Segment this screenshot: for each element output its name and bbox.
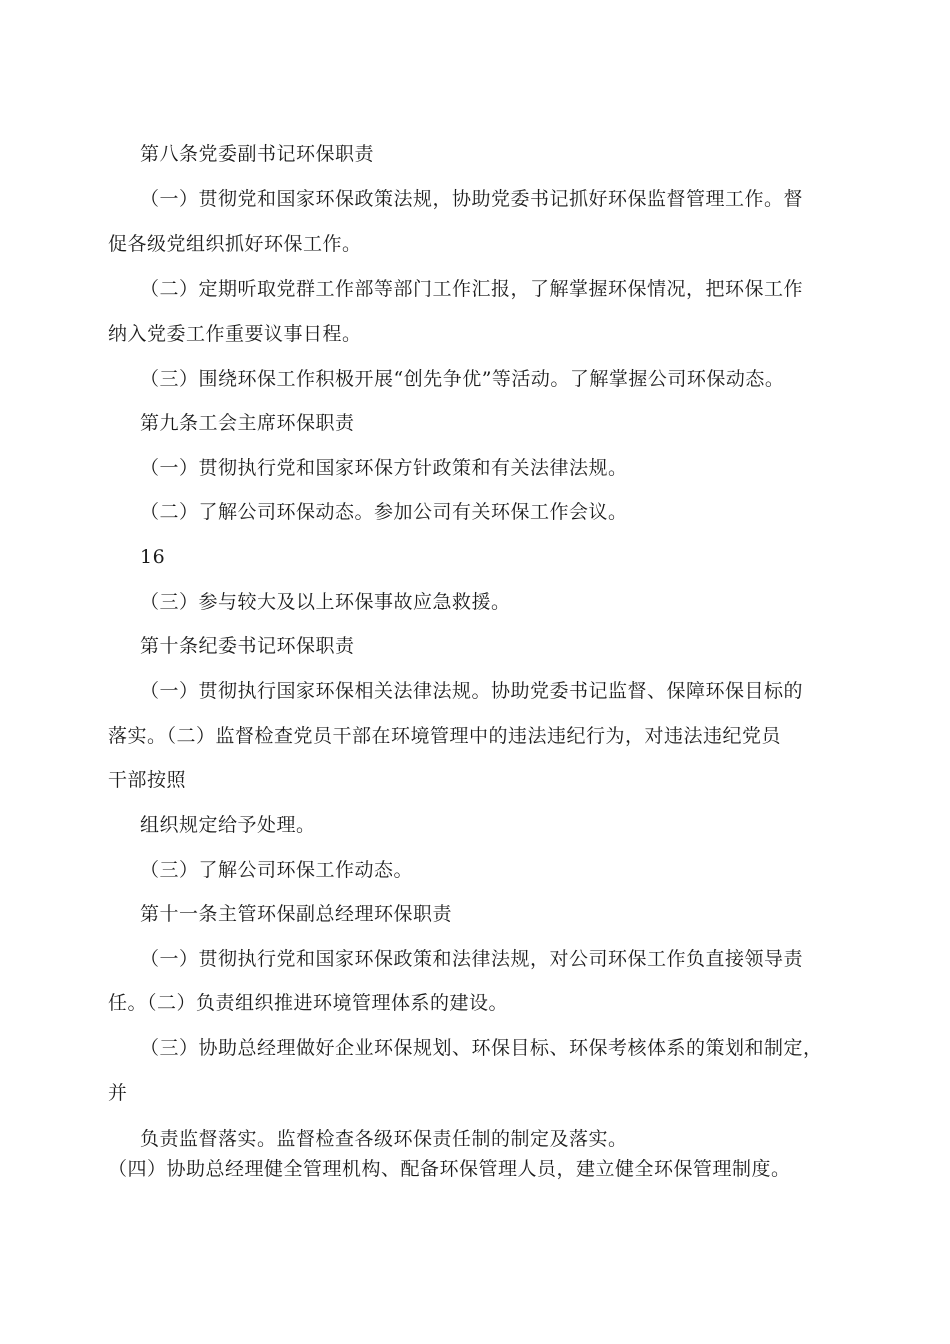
paragraph-line: （三）了解公司环保工作动态。: [140, 859, 414, 881]
paragraph-line: （三）参与较大及以上环保事故应急救援。: [140, 591, 511, 613]
paragraph-line: （一）贯彻执行党和国家环保政策和法律法规，对公司环保工作负直接领导责: [140, 948, 804, 970]
article-11-heading: 第十一条主管环保副总经理环保职责: [140, 903, 453, 925]
paragraph-line: （一）贯彻党和国家环保政策法规，协助党委书记抓好环保监督管理工作。督: [140, 188, 804, 210]
paragraph-line: （一）贯彻执行国家环保相关法律法规。协助党委书记监督、保障环保目标的: [140, 680, 804, 702]
article-9-heading: 第九条工会主席环保职责: [140, 412, 355, 434]
paragraph-line: （二）了解公司环保动态。参加公司有关环保工作会议。: [140, 501, 628, 523]
paragraph-line: 负责监督落实。监督检查各级环保责任制的制定及落实。: [140, 1128, 628, 1150]
page-number: 16: [140, 546, 166, 568]
paragraph-line: 纳入党委工作重要议事日程。: [108, 323, 362, 345]
paragraph-line: （三）协助总经理做好企业环保规划、环保目标、环保考核体系的策划和制定，: [140, 1037, 823, 1059]
paragraph-line: 干部按照: [108, 769, 187, 791]
article-8-heading: 第八条党委副书记环保职责: [140, 143, 375, 165]
paragraph-line: 并: [108, 1082, 128, 1104]
paragraph-line: 任。（二）负责组织推进环境管理体系的建设。: [108, 992, 509, 1014]
paragraph-line: （二）定期听取党群工作部等部门工作汇报，了解掌握环保情况，把环保工作: [140, 278, 804, 300]
paragraph-line: 促各级党组织抓好环保工作。: [108, 233, 362, 255]
paragraph-line: 落实。（二）监督检查党员干部在环境管理中的违法违纪行为，对违法违纪党员: [108, 725, 782, 747]
article-10-heading: 第十条纪委书记环保职责: [140, 635, 355, 657]
paragraph-line: （四）协助总经理健全管理机构、配备环保管理人员，建立健全环保管理制度。: [108, 1158, 791, 1180]
paragraph-line: （三）围绕环保工作积极开展“创先争优”等活动。了解掌握公司环保动态。: [140, 368, 785, 390]
paragraph-line: （一）贯彻执行党和国家环保方针政策和有关法律法规。: [140, 457, 628, 479]
paragraph-line: 组织规定给予处理。: [140, 814, 316, 836]
